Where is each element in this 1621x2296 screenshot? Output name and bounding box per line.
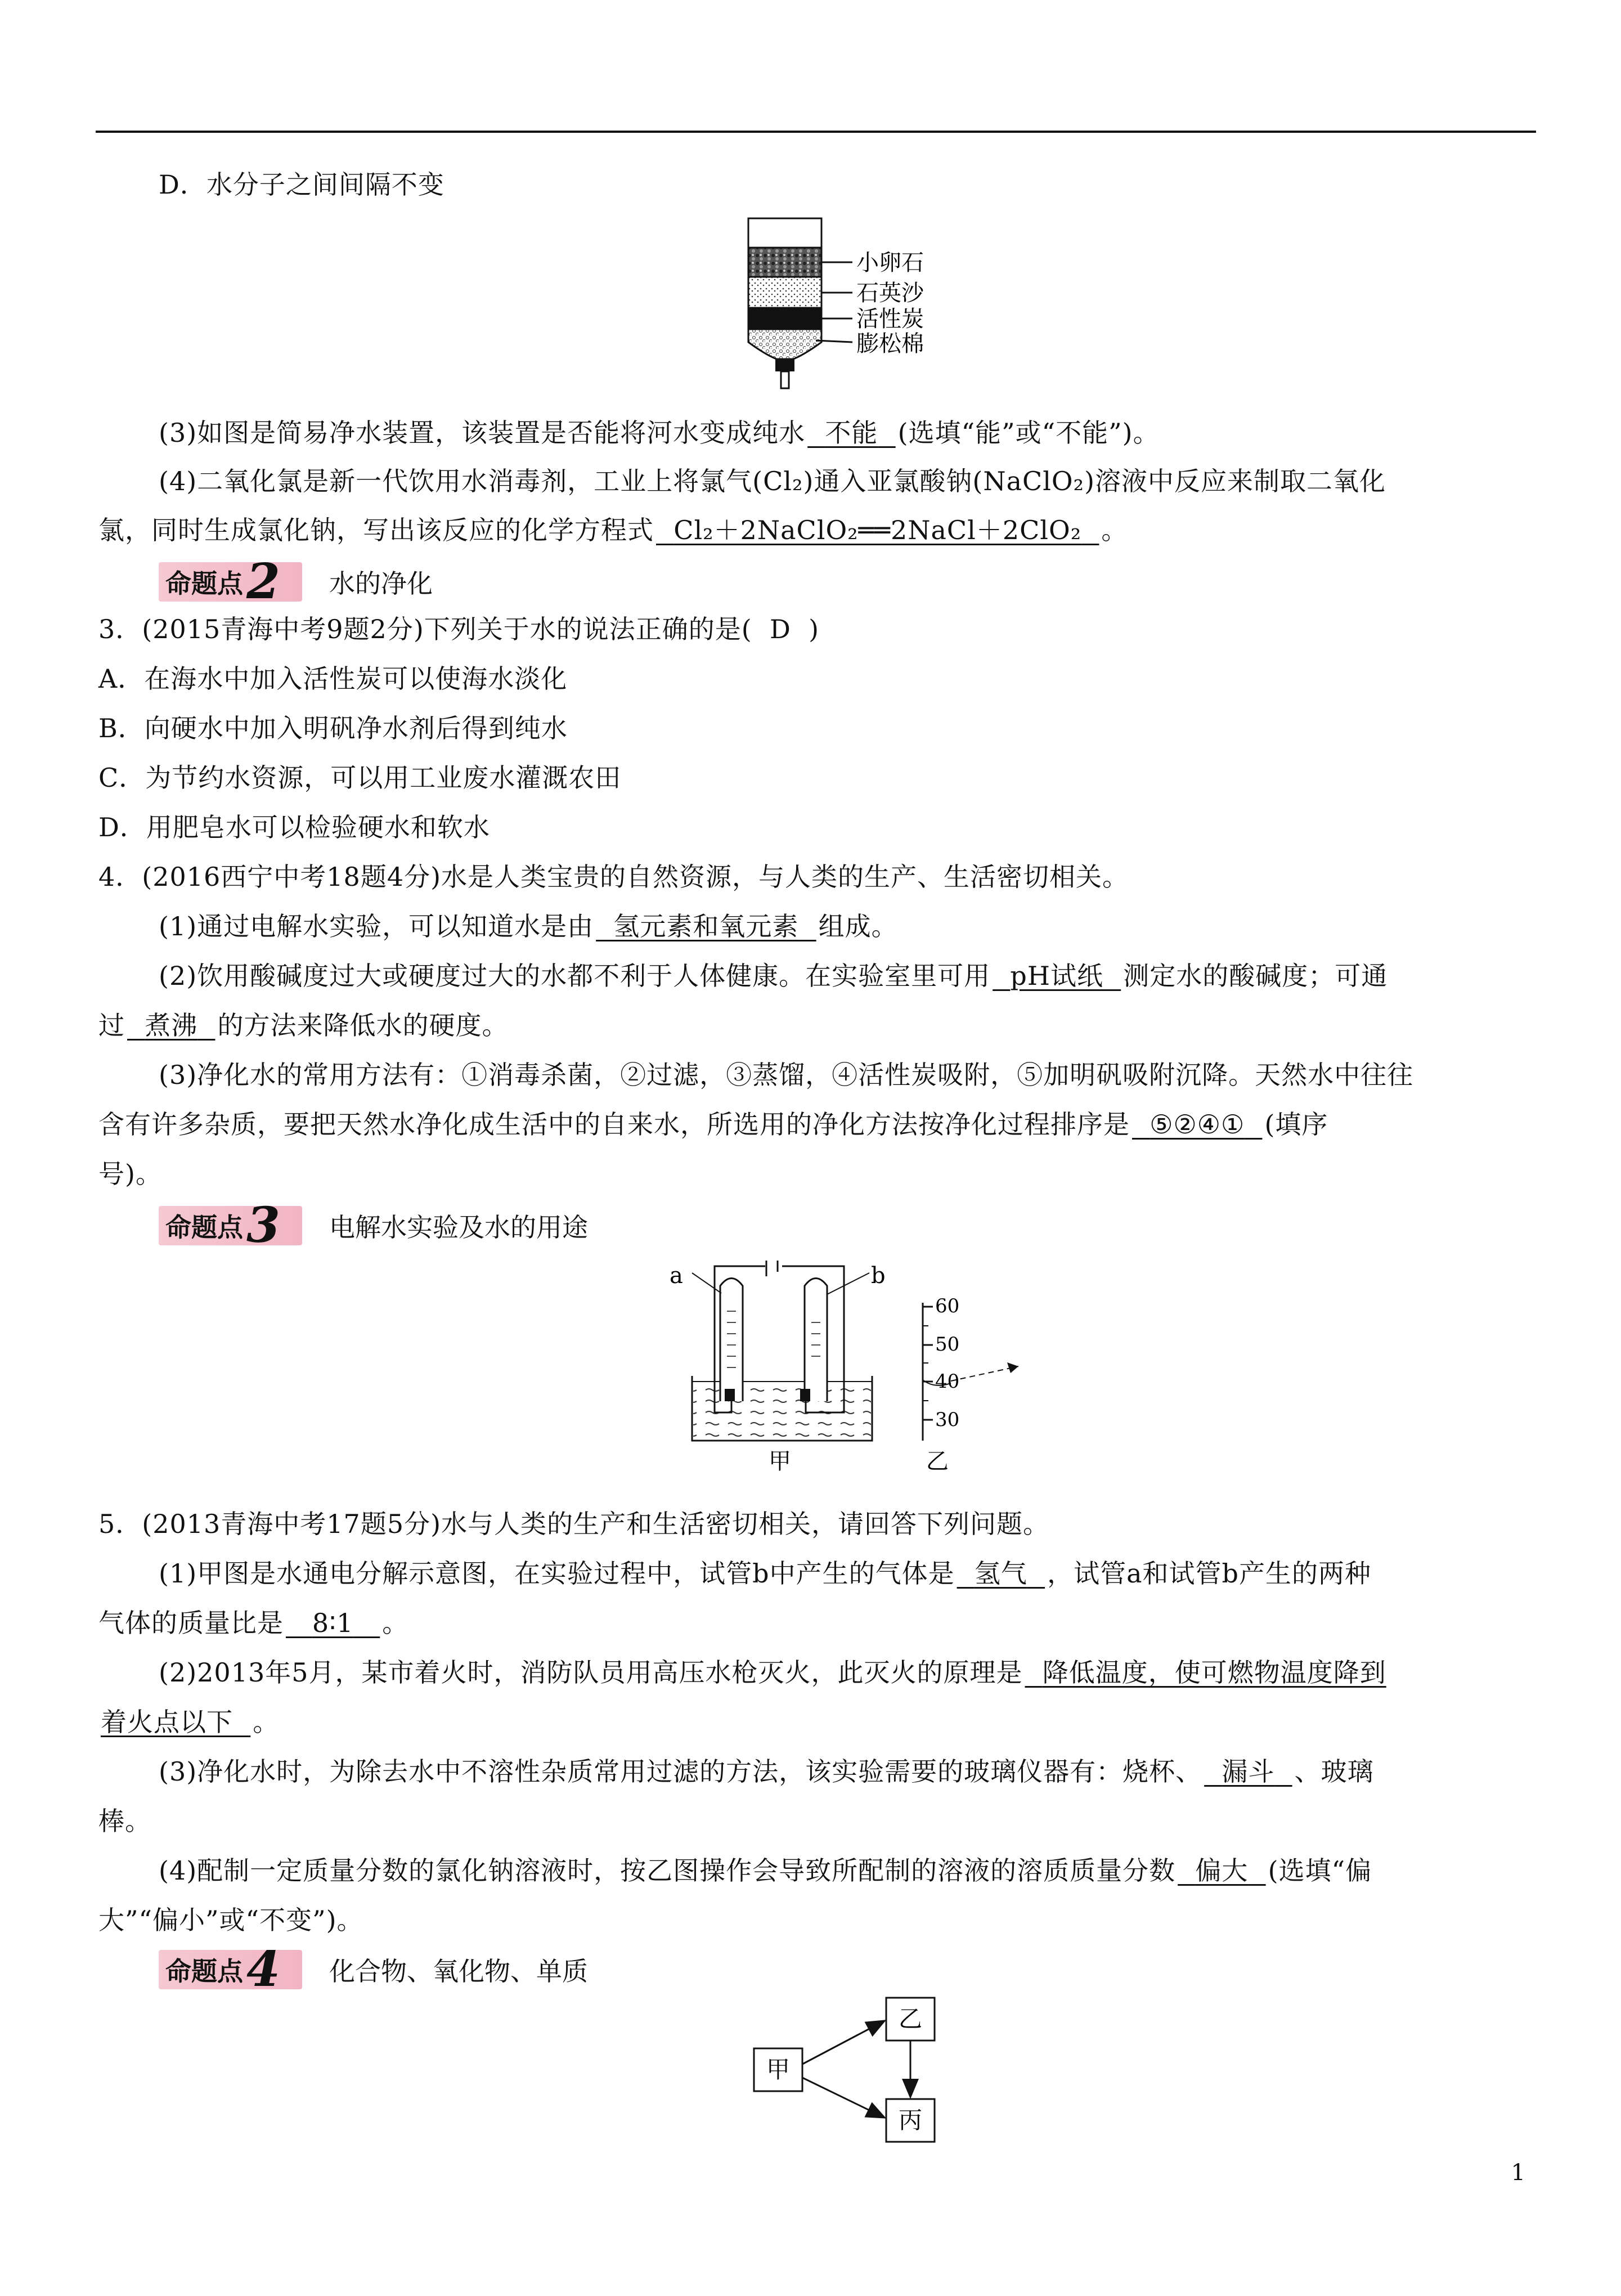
q2-part3-answer: 不能 [825,418,878,448]
electrolysis-apparatus [692,1261,872,1441]
q2-part4-line2 [98,512,1536,548]
q5-part3-line2: 棒。 [98,1806,151,1836]
label-jia: 甲 [766,2056,791,2083]
q5-part2-line1: (2)2013年5月，某市着火时，消防队员用高压水枪灭火，此灭火的原理是 降低温度，使可燃物温度降到 [159,1654,1536,1690]
q5-part3-line1: (3)净化水时，为除去水中不溶性杂质常用过滤的方法，该实验需要的玻璃仪器有：烧杯、 漏斗 、玻璃 [159,1754,1536,1790]
q4-part3-line2: 含有许多杂质，要把天然水净化成生活中的自来水，所选用的净化方法按净化过程排序是 ⑤②④① (填序 [98,1106,1536,1142]
filter-bottle [748,218,821,388]
header-rule [96,131,1536,133]
q5-part2-answer-line1: 降低温度，使可燃物温度降到 [1042,1657,1386,1688]
scale-tick-40: 40 [935,1370,960,1393]
figure-caption-yi: 乙 [926,1449,949,1474]
filter-label-pebble: 小卵石 [856,250,924,276]
q5-part4-line2: 大”“偏小”或“不变”)。 [98,1905,363,1935]
scale-tick-60: 60 [935,1295,960,1317]
q5-part2-answer-line2: 着火点以下 [101,1707,233,1737]
relation-diagram [743,1986,957,2150]
q5-part4-line1: (4)配制一定质量分数的氯化钠溶液时，按乙图操作会导致所配制的溶液的溶质质量分数 偏大 (选填“偏 [159,1853,1536,1889]
label-yi: 乙 [899,2005,923,2033]
label-bing: 丙 [899,2106,923,2134]
q5-part1-answer2: 8∶1 [312,1608,354,1638]
page-number: 1 [1511,2160,1525,2186]
tube-a-label: a [670,1263,683,1289]
topic-heading-3 [159,1197,588,1254]
q2-part4-tail: 。 [1101,515,1128,545]
q5-part1-line1: (1)甲图是水通电分解示意图，在实验过程中，试管b中产生的气体是 氢气 ，试管a和试管b产生的两种 [159,1555,1536,1591]
q2-part3 [159,415,1536,451]
q4-part3-line1: (3)净化水的常用方法有：①消毒杀菌，②过滤，③蒸馏，④活性炭吸附，⑤加明矾吸附沉降。天然水中往往 [159,1060,1414,1090]
q5-part1-line2: 气体的质量比是 8∶1 。 [98,1605,1536,1641]
q5-part3-answer: 漏斗 [1222,1756,1275,1787]
q2-part3-tail: (选填“能”或“不能”)。 [897,418,1160,448]
q3-option-c: C．为节约水资源，可以用工业废水灌溉农田 [98,763,622,793]
q4-part2-line2: 过 煮沸 的方法来降低水的硬度。 [98,1007,1536,1043]
q5-part1-answer1: 氢气 [974,1558,1027,1589]
q3-option-a: A．在海水中加入活性炭可以使海水淡化 [98,663,568,694]
topic-heading-4 [159,1941,588,1998]
figure-caption-jia: 甲 [769,1449,791,1474]
topic-title: 水的净化 [329,568,433,599]
electrolysis-figure [658,1261,1052,1480]
q4-part2-answer1: pH试纸 [1010,961,1103,991]
q4-stem: 4．(2016西宁中考18题4分)水是人类宝贵的自然资源，与人类的生产、生活密切相关。 [98,862,1129,892]
arrow-jia-to-yi [802,2021,883,2064]
topic-heading-2 [159,553,433,610]
filter-label-carbon: 活性炭 [856,306,924,332]
water-filter-figure [731,214,968,405]
q4-part1: (1)通过电解水实验，可以知道水是由 氢元素和氧元素 组成。 [159,908,1536,944]
q5-stem: 5．(2013青海中考17题5分)水与人类的生产和生活密切相关，请回答下列问题。 [98,1509,1050,1539]
q5-part4-answer: 偏大 [1195,1855,1249,1886]
q5-part2-line2: 着火点以下 。 [98,1704,1536,1740]
q4-part2-answer2: 煮沸 [145,1010,198,1041]
q2-part4-line1: (4)二氧化氯是新一代饮用水消毒剂，工业上将氯气(Cl₂)通入亚氯酸钠(NaClO₂)溶液中反应来制取二氧化 [159,466,1386,496]
q2-part4-text: 氯，同时生成氯化钠，写出该反应的化学方程式 [98,515,654,545]
q4-part3-answer: ⑤②④① [1149,1109,1245,1140]
scale-tick-30: 30 [935,1409,960,1431]
q4-part1-answer: 氢元素和氧元素 [613,911,799,941]
filter-label-sand: 石英沙 [856,280,924,306]
topic-title: 电解水实验及水的用途 [329,1212,588,1243]
q3-option-d: D．用肥皂水可以检验硬水和软水 [98,812,490,842]
topic-badge: 命题点 4 [159,1950,302,1989]
tube-b-label: b [871,1263,886,1289]
topic-badge: 命题点 2 [159,562,302,602]
arrow-jia-to-bing [802,2078,883,2117]
q2-part3-text: (3)如图是简易净水装置，该装置是否能将河水变成纯水 [159,418,806,448]
q2-option-d: D．水分子之间间隔不变 [159,169,444,200]
q3-stem: 3．(2015青海中考9题2分)下列关于水的说法正确的是( D ) [98,614,820,644]
filter-label-cotton: 膨松棉 [856,331,924,357]
topic-badge: 命题点 3 [159,1206,302,1245]
scale-tick-50: 50 [935,1333,960,1356]
q3-answer: D [769,614,791,644]
topic-title: 化合物、氧化物、单质 [329,1956,588,1986]
q2-part4-answer: Cl₂＋2NaClO₂══2NaCl＋2ClO₂ [673,515,1082,545]
q3-option-b: B．向硬水中加入明矾净水剂后得到纯水 [98,713,568,743]
q4-part3-line3: 号)。 [98,1159,162,1189]
q4-part2-line1: (2)饮用酸碱度过大或硬度过大的水都不利于人体健康。在实验室里可用 pH试纸 测定水的酸碱度；可通 [159,958,1536,994]
